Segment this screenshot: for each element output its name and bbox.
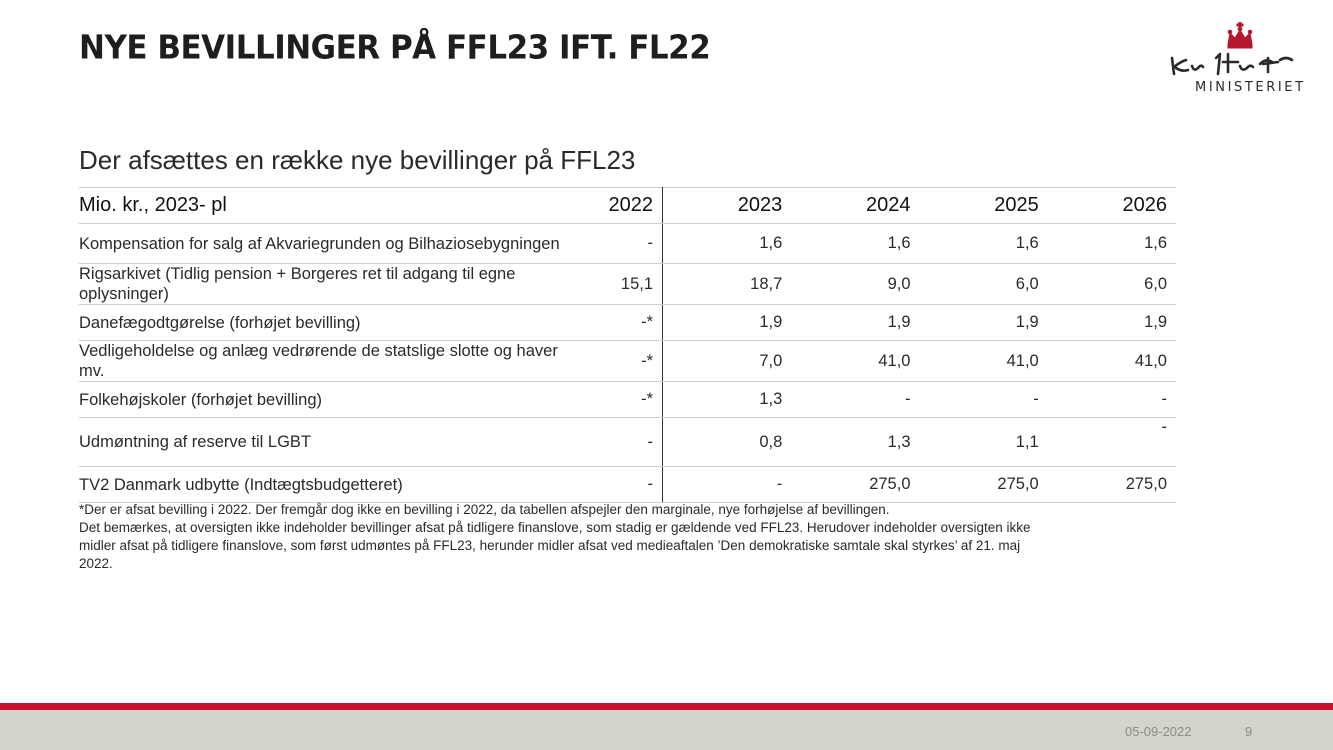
cell-2025: 1,6 (920, 224, 1048, 264)
row-label: Vedligeholdelse og anlæg vedrørende de statslige slotte og haver mv. (79, 341, 569, 382)
cell-2026: 6,0 (1048, 264, 1176, 305)
table-header-row (79, 188, 1176, 224)
row-label: TV2 Danmark udbytte (Indtægtsbudgetteret) (79, 467, 569, 503)
cell-2024: 275,0 (791, 467, 919, 503)
table-row (79, 341, 1176, 382)
footnote-remark: Det bemærkes, at oversigten ikke indeholder bevillinger afsat på tidligere finanslove, som stadig er gældende ved FFL23. Herudover indeholder oversigten ikke midler afsat på tidligere finanslove, som først udmøntes på FFL23, herunder midler afsat ved medieaftalen ’Den demokratiske samtale skal styrkes’ af 21. maj 2022. (79, 520, 1031, 571)
column-header-2023: 2023 (663, 188, 792, 224)
footer-accent-bar (0, 703, 1333, 710)
table-row (79, 467, 1176, 503)
column-header-2022: 2022 (569, 188, 663, 224)
cell-2024: - (791, 382, 919, 418)
cell-2024: 1,9 (791, 305, 919, 341)
cell-2023: 7,0 (663, 341, 792, 382)
row-label: Folkehøjskoler (forhøjet bevilling) (79, 382, 569, 418)
cell-2023: 1,3 (663, 382, 792, 418)
cell-2026: - (1048, 382, 1176, 418)
cell-2024: 1,6 (791, 224, 919, 264)
logo-signature-icon (1168, 22, 1313, 80)
row-label: Kompensation for salg af Akvariegrunden og Bilhaziosebygningen (79, 224, 569, 264)
cell-2023: 1,6 (663, 224, 792, 264)
table-row (79, 224, 1176, 264)
table-row (79, 264, 1176, 305)
cell-2024: 1,3 (791, 418, 919, 467)
cell-2022: 15,1 (569, 264, 663, 305)
cell-2026: 1,6 (1048, 224, 1176, 264)
row-label: Danefægodtgørelse (forhøjet bevilling) (79, 305, 569, 341)
cell-2026: - (1048, 418, 1176, 467)
crown-icon (1228, 22, 1252, 48)
cell-2024: 9,0 (791, 264, 919, 305)
column-header-2024: 2024 (791, 188, 919, 224)
cell-2025: 41,0 (920, 341, 1048, 382)
cell-2026: 1,9 (1048, 305, 1176, 341)
slide-subtitle: Der afsættes en række nye bevillinger på FFL23 (79, 145, 636, 175)
row-label: Udmøntning af reserve til LGBT (79, 418, 569, 467)
cell-2022: -* (569, 382, 663, 418)
cell-2026: 275,0 (1048, 467, 1176, 503)
table-row (79, 418, 1176, 467)
cell-2025: 1,9 (920, 305, 1048, 341)
cell-2023: - (663, 467, 792, 503)
logo-wordmark: MINISTERIET (1195, 80, 1306, 95)
cell-2022: - (569, 224, 663, 264)
appropriations-table (79, 187, 1176, 503)
cell-2023: 1,9 (663, 305, 792, 341)
cell-2022: -* (569, 341, 663, 382)
column-header-unit: Mio. kr., 2023- pl (79, 188, 569, 224)
table-footnotes (79, 501, 1049, 573)
cell-2025: 1,1 (920, 418, 1048, 467)
page-number: 9 (1245, 724, 1253, 739)
row-label: Rigsarkivet (Tidlig pension + Borgeres ret til adgang til egne oplysninger) (79, 264, 569, 305)
footer-date: 05-09-2022 (1125, 724, 1192, 739)
footnote-asterisk: *Der er afsat bevilling i 2022. Der fremgår dog ikke en bevilling i 2022, da tabellen afspejler den marginale, nye forhøjelse af bevillingen. (79, 502, 890, 517)
table-row (79, 305, 1176, 341)
cell-2024: 41,0 (791, 341, 919, 382)
column-header-2026: 2026 (1048, 188, 1176, 224)
column-header-2025: 2025 (920, 188, 1048, 224)
cell-2025: 6,0 (920, 264, 1048, 305)
cell-2025: - (920, 382, 1048, 418)
cell-2025: 275,0 (920, 467, 1048, 503)
slide-title: NYE BEVILLINGER PÅ FFL23 IFT. FL22 (79, 29, 711, 67)
cell-2022: - (569, 418, 663, 467)
kulturministeriet-logo (1168, 22, 1313, 100)
table-row (79, 382, 1176, 418)
cell-2023: 18,7 (663, 264, 792, 305)
cell-2022: -* (569, 305, 663, 341)
cell-2023: 0,8 (663, 418, 792, 467)
cell-2022: - (569, 467, 663, 503)
cell-2026: 41,0 (1048, 341, 1176, 382)
